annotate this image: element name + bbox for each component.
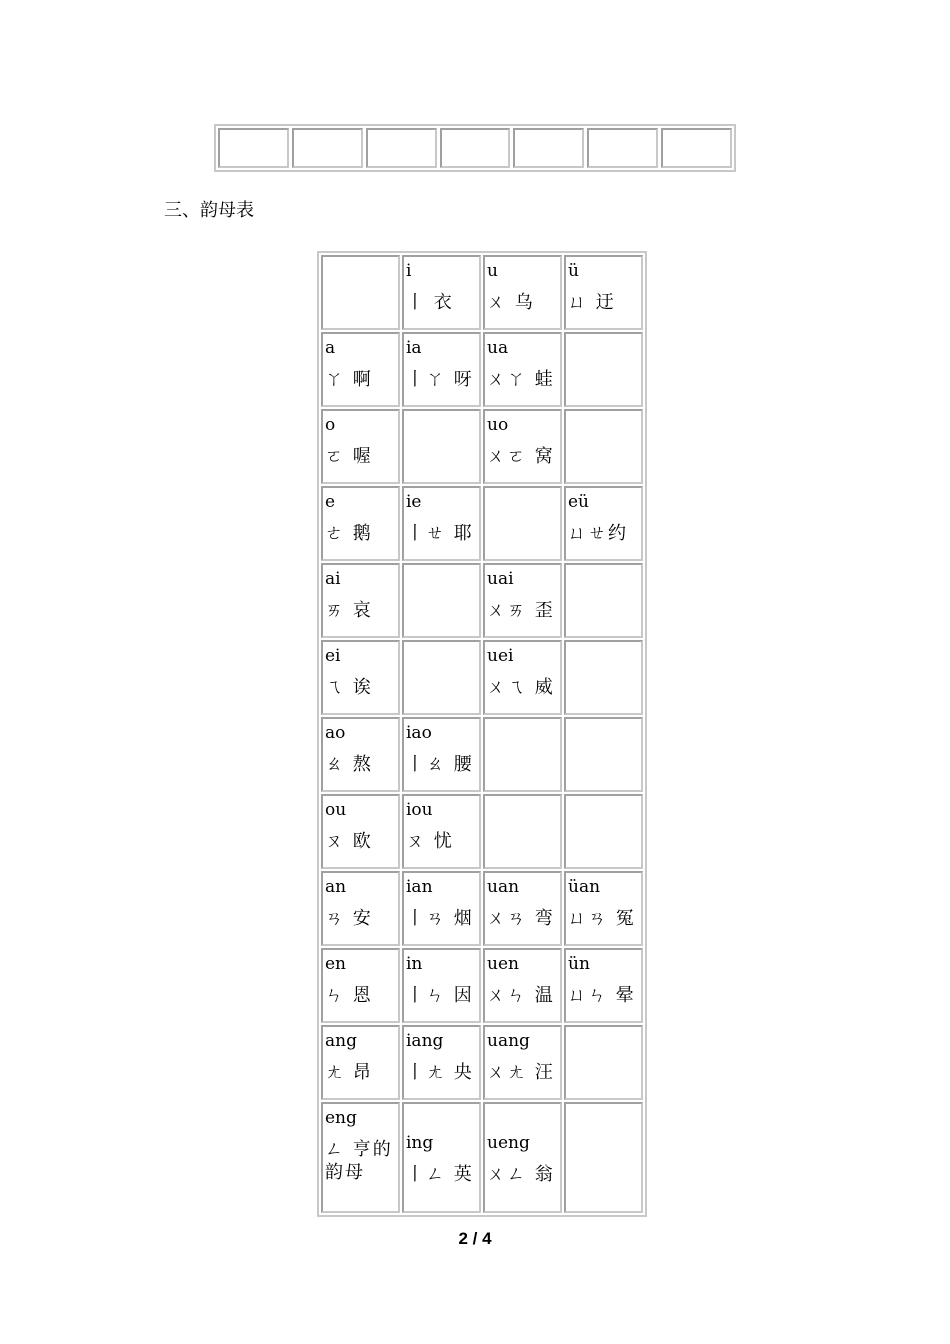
pinyin-label: ün xyxy=(568,954,590,974)
table-cell xyxy=(402,1102,481,1213)
pinyin-label: uang xyxy=(487,1031,530,1051)
section-heading: 三、韵母表 xyxy=(164,200,254,221)
finals-table xyxy=(317,251,647,1217)
zhuyin-example: ㄣ 恩 xyxy=(325,985,373,1007)
blank-cell xyxy=(440,128,511,168)
zhuyin-example: ㄜ 鹅 xyxy=(325,523,373,545)
table-cell xyxy=(402,486,481,561)
pinyin-label: an xyxy=(325,877,347,897)
zhuyin-example: ㄨㄣ 温 xyxy=(487,985,555,1007)
table-cell xyxy=(402,794,481,869)
table-row xyxy=(321,871,643,946)
table-cell xyxy=(321,486,400,561)
pinyin-label: eng xyxy=(325,1108,357,1128)
table-row xyxy=(321,332,643,407)
blank-cell xyxy=(292,128,363,168)
pinyin-label: ia xyxy=(406,338,422,358)
table-cell xyxy=(483,948,562,1023)
table-cell xyxy=(402,640,481,715)
table-cell xyxy=(483,871,562,946)
zhuyin-example xyxy=(406,646,479,656)
zhuyin-example xyxy=(568,569,641,579)
zhuyin-example: ㄥ 亨的韵母 xyxy=(325,1139,393,1183)
zhuyin-example: ㄩㄣ 晕 xyxy=(568,985,636,1007)
table-row xyxy=(321,486,643,561)
zhuyin-example: ㄩ 迂 xyxy=(568,292,616,314)
zhuyin-example xyxy=(325,261,398,271)
table-cell xyxy=(321,717,400,792)
table-cell xyxy=(483,1025,562,1100)
blank-cell xyxy=(661,128,732,168)
table-cell xyxy=(321,563,400,638)
table-cell xyxy=(483,563,562,638)
zhuyin-example xyxy=(568,723,641,733)
table-cell xyxy=(564,1025,643,1100)
table-cell xyxy=(402,255,481,330)
zhuyin-example: ㄡ 忧 xyxy=(406,831,454,853)
table-cell xyxy=(321,1025,400,1100)
table-row xyxy=(321,794,643,869)
table-cell xyxy=(483,1102,562,1213)
zhuyin-example: 丨ㄠ 腰 xyxy=(406,754,474,776)
pinyin-label: ua xyxy=(487,338,509,358)
zhuyin-example: 丨ㄤ 央 xyxy=(406,1062,474,1084)
zhuyin-example: 丨ㄢ 烟 xyxy=(406,908,474,930)
zhuyin-example xyxy=(568,1031,641,1041)
zhuyin-example: ㄚ 啊 xyxy=(325,369,373,391)
zhuyin-example xyxy=(406,569,479,579)
table-cell xyxy=(564,255,643,330)
table-cell xyxy=(321,1102,400,1213)
table-row xyxy=(321,1025,643,1100)
zhuyin-example xyxy=(487,723,560,733)
zhuyin-example: ㄨㄞ 歪 xyxy=(487,600,555,622)
table-cell xyxy=(564,640,643,715)
zhuyin-example: ㄨㄛ 窝 xyxy=(487,446,555,468)
table-cell xyxy=(564,409,643,484)
zhuyin-example: ㄩㄢ 冤 xyxy=(568,908,636,930)
pinyin-label: iao xyxy=(406,723,432,743)
zhuyin-example: ㄢ 安 xyxy=(325,908,373,930)
pinyin-label: uai xyxy=(487,569,514,589)
zhuyin-example: ㄨ 乌 xyxy=(487,292,535,314)
blank-cell xyxy=(218,128,289,168)
blank-table xyxy=(214,124,736,172)
zhuyin-example: 丨 衣 xyxy=(406,292,454,314)
blank-cell xyxy=(513,128,584,168)
table-cell xyxy=(483,486,562,561)
table-cell xyxy=(321,794,400,869)
table-cell xyxy=(321,871,400,946)
zhuyin-example: ㄨㄚ 蛙 xyxy=(487,369,555,391)
pinyin-label: a xyxy=(325,338,336,358)
table-cell xyxy=(564,486,643,561)
table-cell xyxy=(402,332,481,407)
zhuyin-example: ㄩㄝ约 xyxy=(568,523,628,545)
pinyin-label: iang xyxy=(406,1031,444,1051)
pinyin-label: ian xyxy=(406,877,433,897)
table-cell xyxy=(564,1102,643,1213)
table-cell xyxy=(321,640,400,715)
zhuyin-example: 丨ㄥ 英 xyxy=(406,1163,474,1185)
pinyin-label: ao xyxy=(325,723,346,743)
table-cell xyxy=(564,794,643,869)
pinyin-label: ueng xyxy=(487,1132,530,1153)
zhuyin-example xyxy=(406,415,479,425)
pinyin-label: uo xyxy=(487,415,509,435)
pinyin-label: u xyxy=(487,261,498,281)
zhuyin-example xyxy=(568,1155,641,1165)
table-row xyxy=(321,409,643,484)
blank-cell xyxy=(587,128,658,168)
pinyin-label: ü xyxy=(568,261,579,281)
zhuyin-example xyxy=(568,646,641,656)
pinyin-label: eü xyxy=(568,492,590,512)
table-cell xyxy=(321,332,400,407)
table-cell xyxy=(483,255,562,330)
pinyin-label: ing xyxy=(406,1132,434,1153)
pinyin-label: uen xyxy=(487,954,519,974)
pinyin-label: ei xyxy=(325,646,341,666)
table-cell xyxy=(402,948,481,1023)
table-cell xyxy=(402,1025,481,1100)
table-row xyxy=(321,563,643,638)
zhuyin-example: ㄠ 熬 xyxy=(325,754,373,776)
zhuyin-example: 丨ㄝ 耶 xyxy=(406,523,474,545)
zhuyin-example: ㄨㄢ 弯 xyxy=(487,908,555,930)
zhuyin-example: ㄛ 喔 xyxy=(325,446,373,468)
table-cell xyxy=(402,717,481,792)
pinyin-label: ou xyxy=(325,800,347,820)
pinyin-label: i xyxy=(406,261,412,281)
table-cell xyxy=(321,948,400,1023)
zhuyin-example: 丨ㄚ 呀 xyxy=(406,369,474,391)
table-cell xyxy=(483,640,562,715)
table-cell xyxy=(321,409,400,484)
zhuyin-example xyxy=(487,492,560,502)
blank-cell xyxy=(366,128,437,168)
zhuyin-example: 丨ㄣ 因 xyxy=(406,985,474,1007)
table-cell xyxy=(564,948,643,1023)
pinyin-label: üan xyxy=(568,877,601,897)
table-cell xyxy=(564,717,643,792)
table-cell xyxy=(483,409,562,484)
pinyin-label: e xyxy=(325,492,336,512)
zhuyin-example xyxy=(568,338,641,348)
table-cell xyxy=(564,871,643,946)
zhuyin-example: ㄟ 诶 xyxy=(325,677,373,699)
pinyin-label: in xyxy=(406,954,423,974)
zhuyin-example: ㄡ 欧 xyxy=(325,831,373,853)
table-cell xyxy=(402,563,481,638)
table-row xyxy=(321,948,643,1023)
table-cell xyxy=(564,563,643,638)
table-cell xyxy=(564,332,643,407)
pinyin-label: ai xyxy=(325,569,341,589)
pinyin-label: ie xyxy=(406,492,422,512)
zhuyin-example: ㄨㄥ 翁 xyxy=(487,1163,555,1185)
zhuyin-example xyxy=(487,800,560,810)
zhuyin-example xyxy=(568,415,641,425)
table-cell xyxy=(402,409,481,484)
table-cell xyxy=(483,794,562,869)
table-row xyxy=(321,255,643,330)
table-row xyxy=(321,640,643,715)
zhuyin-example xyxy=(568,800,641,810)
zhuyin-example: ㄨㄟ 威 xyxy=(487,677,555,699)
zhuyin-example: ㄤ 昂 xyxy=(325,1062,373,1084)
pinyin-label: en xyxy=(325,954,347,974)
pinyin-label: uei xyxy=(487,646,514,666)
pinyin-label: ang xyxy=(325,1031,357,1051)
pinyin-label: iou xyxy=(406,800,433,820)
page-number: 2 / 4 xyxy=(458,1229,492,1248)
zhuyin-example: ㄞ 哀 xyxy=(325,600,373,622)
zhuyin-example: ㄨㄤ 汪 xyxy=(487,1062,555,1084)
table-cell xyxy=(483,332,562,407)
pinyin-label: uan xyxy=(487,877,520,897)
table-cell xyxy=(321,255,400,330)
table-row xyxy=(321,1102,643,1213)
table-row xyxy=(321,717,643,792)
pinyin-label: o xyxy=(325,415,336,435)
table-cell xyxy=(402,871,481,946)
table-cell xyxy=(483,717,562,792)
finals-table-body xyxy=(321,255,643,1213)
